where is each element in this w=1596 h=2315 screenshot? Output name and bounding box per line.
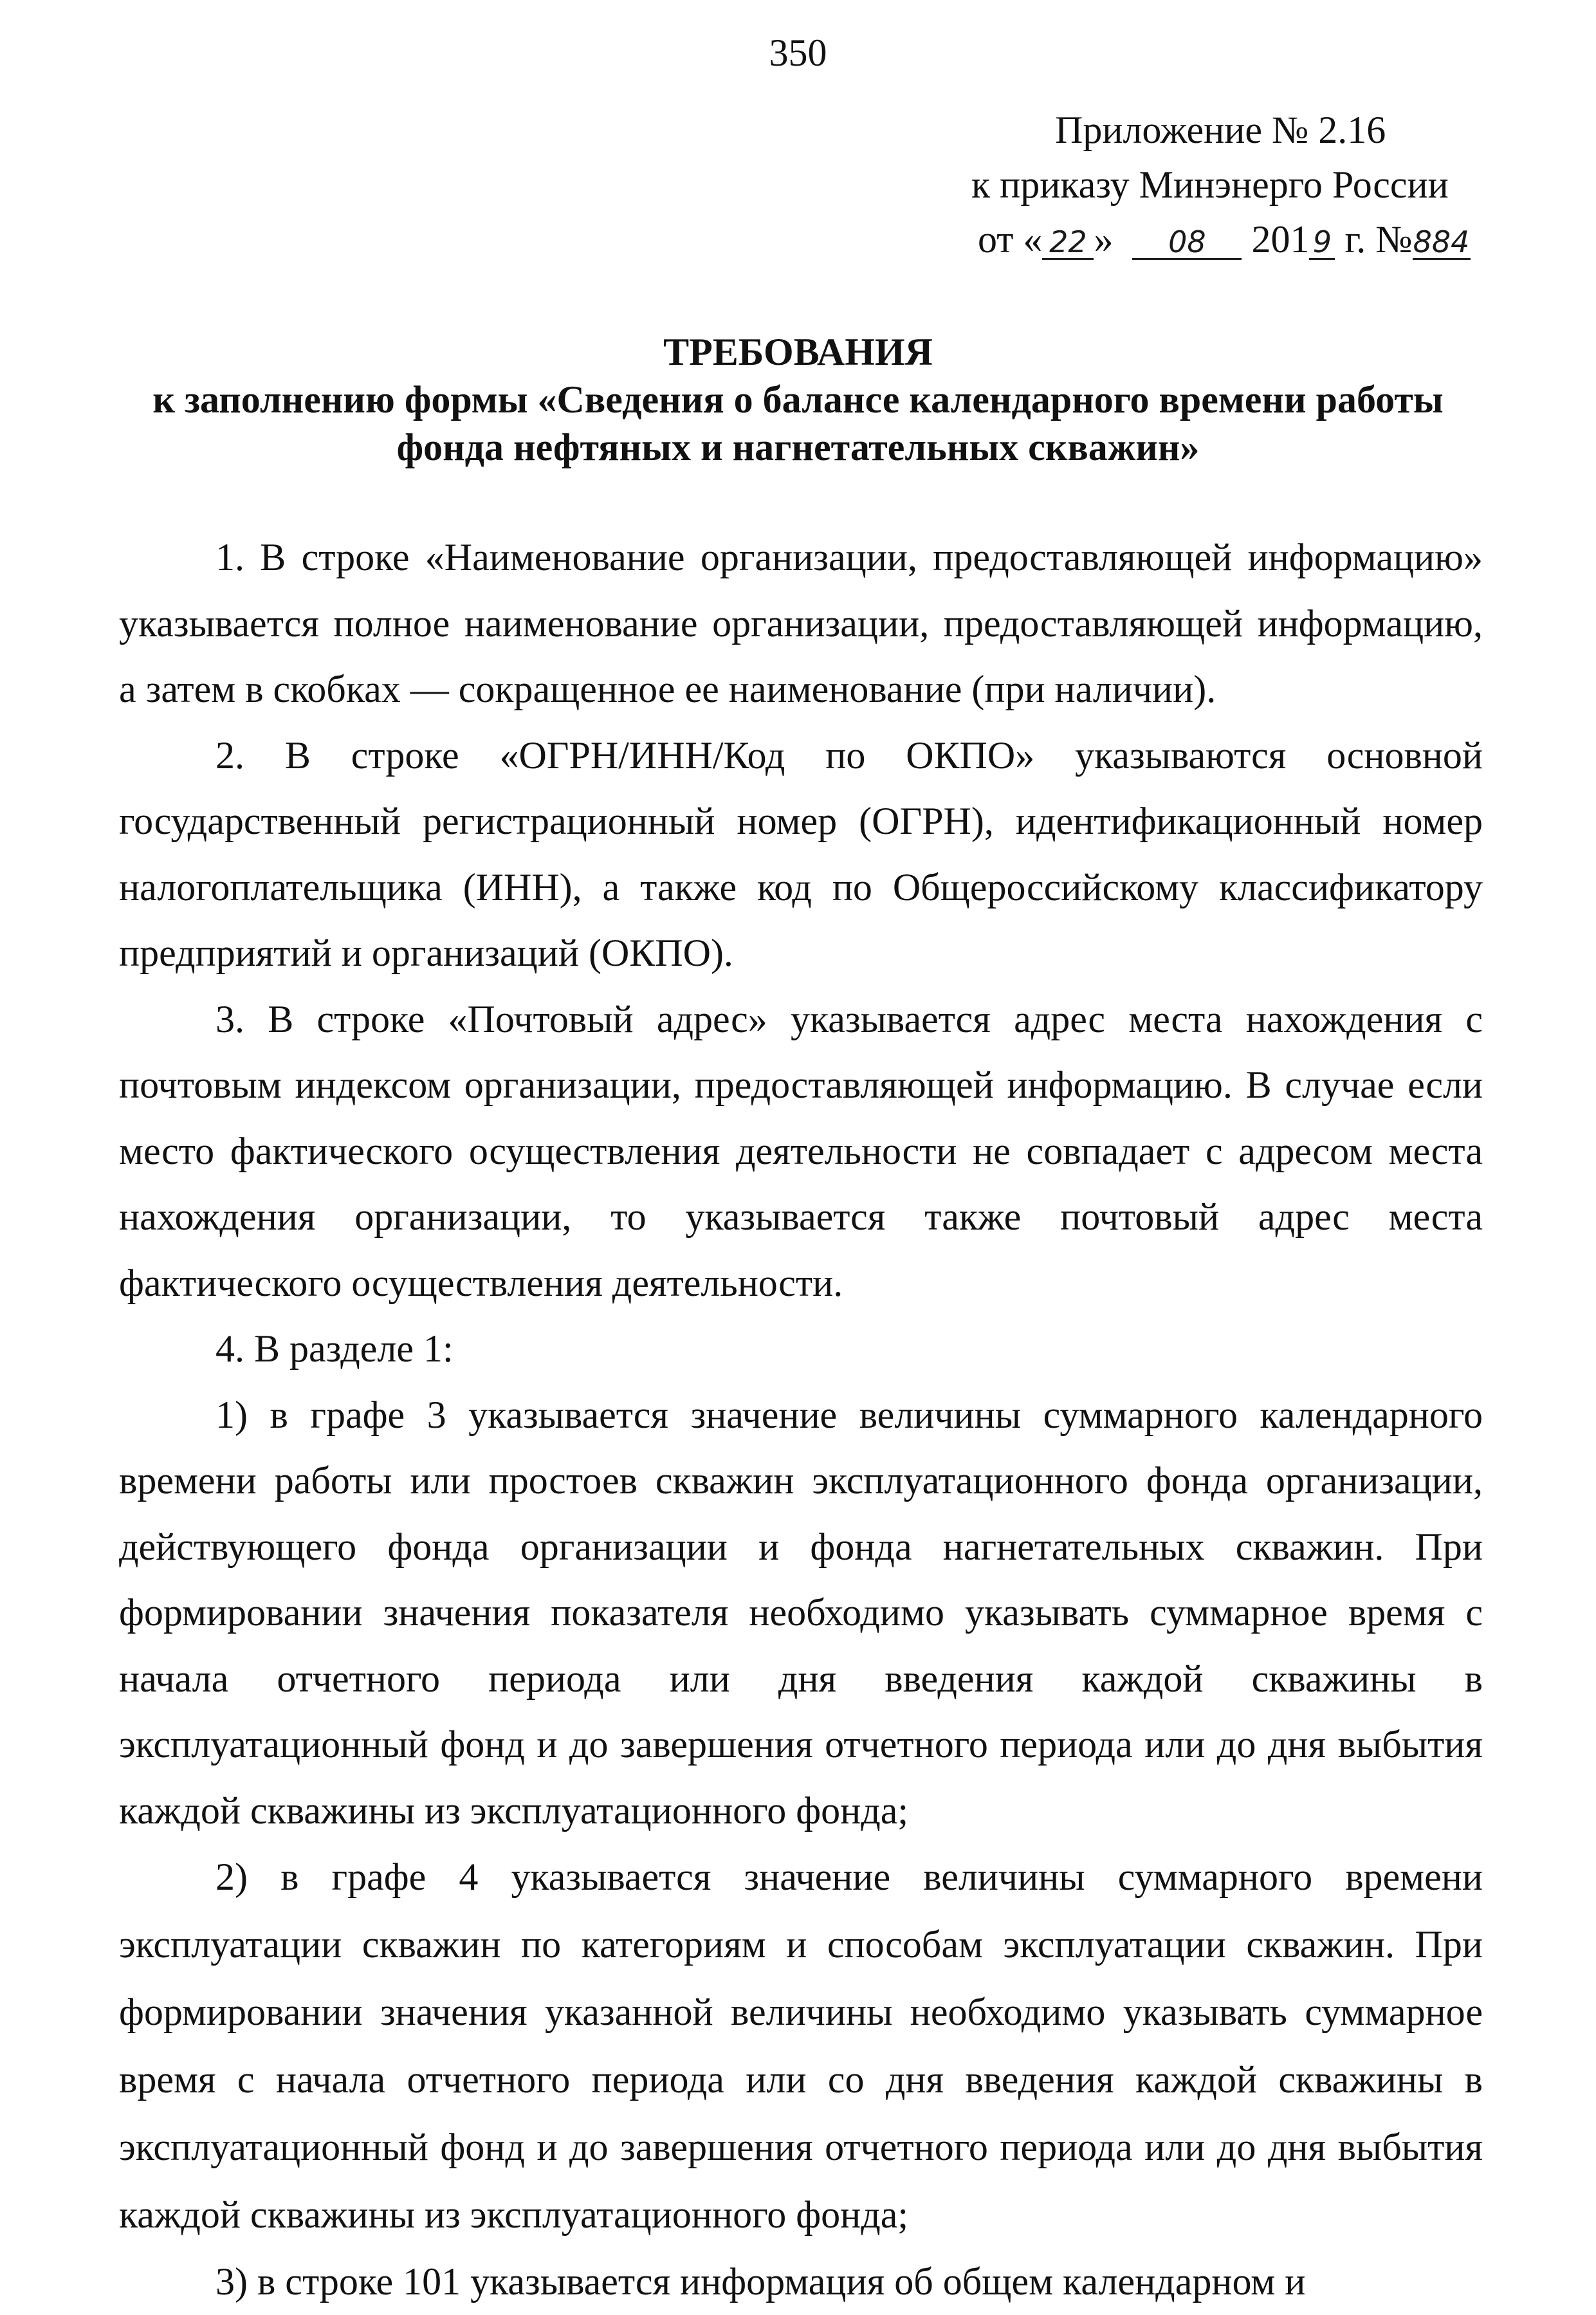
- handwritten-order-number: 884: [1413, 223, 1471, 261]
- paragraph-3: 3. В строке «Почтовый адрес» указывается адрес места нахождения с почтовым индексом организации, предоставляющей информацию. В случае если место фактического осуществления деятельности не совпадает с адресом места нахождения организации, то указывается также почтовый адрес места фактического осуществления деятельности.: [119, 997, 1483, 1304]
- year-prefix: 201: [1251, 218, 1310, 261]
- handwritten-month: 08: [1132, 223, 1242, 261]
- year-suffix: г. №: [1335, 218, 1413, 261]
- paragraph-4-item-3: 3) в строке 101 указывается информация об общем календарном и: [216, 2260, 1306, 2303]
- title-heading: ТРЕБОВАНИЯ: [663, 331, 933, 373]
- appendix-order-ref: к приказу Минэнерго России: [971, 163, 1449, 206]
- handwritten-year-digit: 9: [1309, 223, 1335, 261]
- appendix-title: Приложение № 2.16: [1055, 109, 1386, 151]
- date-prefix: от «: [978, 218, 1043, 261]
- paragraph-1: 1. В строке «Наименование организации, предоставляющей информацию» указывается полное наименование организации, предоставляющей информацию, а затем в скобках — сокращенное ее наименование (при наличии).: [119, 536, 1483, 710]
- paragraph-4-item-1: 1) в графе 3 указывается значение величины суммарного календарного времени работы или простоев скважин эксплуатационного фонда организации, действующего фонда организации и фонда нагнетательных скважин. При формировании значения показателя необходимо указывать суммарное время с начала отчетного периода или дня введения каждой скважины в эксплуатационный фонд и до завершения отчетного периода или до дня выбытия каждой скважины из эксплуатационного фонда;: [119, 1393, 1483, 1832]
- handwritten-day: 22: [1042, 223, 1094, 261]
- paragraph-4: 4. В разделе 1:: [216, 1327, 454, 1370]
- appendix-date-line: [946, 212, 1470, 267]
- document-body: [119, 524, 1483, 2315]
- document-title: [0, 328, 1596, 471]
- title-line-2: к заполнению формы «Сведения о балансе календарного времени работы: [152, 378, 1444, 421]
- paragraph-2: 2. В строке «ОГРН/ИНН/Код по ОКПО» указываются основной государственный регистрационный номер (ОГРН), идентификационный номер налогоплательщика (ИНН), а также код по Общероссийскому классификатору предприятий и организаций (ОКПО).: [119, 733, 1483, 974]
- page-number: 350: [769, 32, 827, 74]
- title-line-3: фонда нефтяных и нагнетательных скважин»: [396, 426, 1200, 468]
- appendix-block: [946, 103, 1470, 267]
- day-suffix: »: [1094, 218, 1114, 261]
- paragraph-4-item-2: 2) в графе 4 указывается значение величины суммарного времени эксплуатации скважин по категориям и способам эксплуатации скважин. При формировании значения указанной величины необходимо указывать суммарное время с начала отчетного периода или со дня введения каждой скважины в эксплуатационный фонд и до завершения отчетного периода или до дня выбытия каждой скважины из эксплуатационного фонда;: [119, 1856, 1483, 2236]
